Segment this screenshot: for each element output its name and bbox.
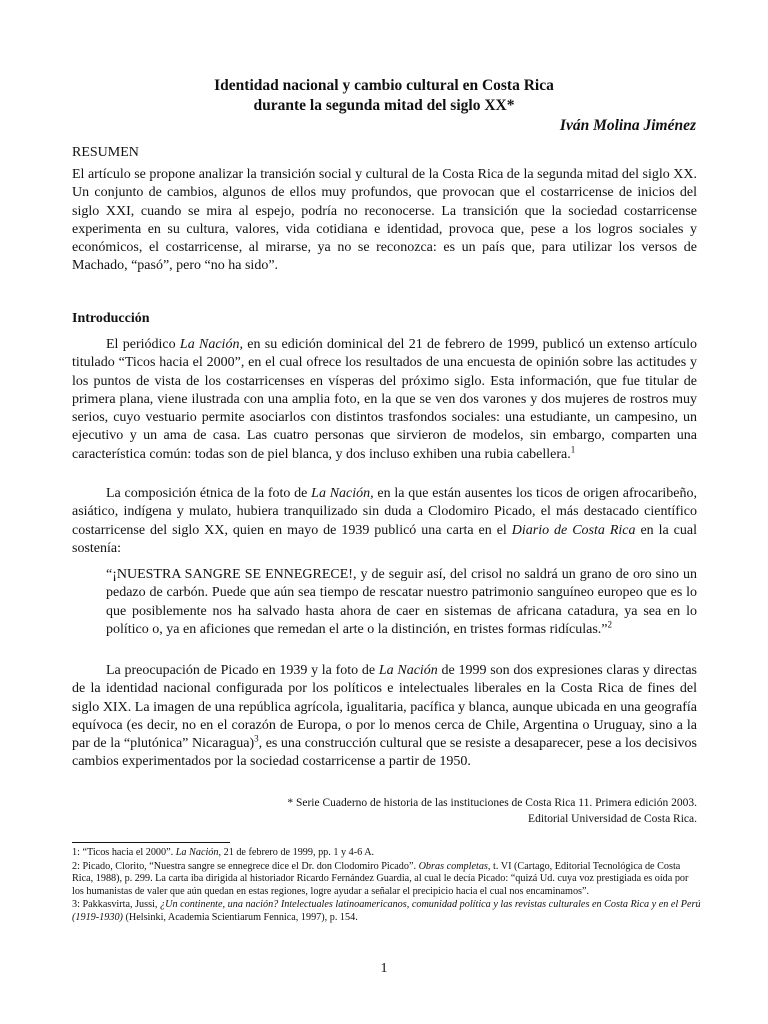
- page-number: 1: [380, 961, 388, 976]
- footnote-divider: [72, 842, 230, 843]
- newspaper-name: La Nación,: [311, 486, 374, 501]
- abstract-paragraph: El artículo se propone analizar la transición social y cultural de la Costa Rica de la segunda mitad del siglo XX. Un conjunto de cambios, algunos de ellos muy profundos, que provocan que el costarricense de inicios del siglo XXI, cuando se mira al espejo, podría no reconocerse. La transición que la sociedad costarricense experimenta en su cultura, valores, vida cotidiana e identidad, provoca que, pese a los logros sociales y económicos, el costarricense, al mirarse, ya no se reconozca: es un país que, para utilizar los versos de Machado, “pasó”, pero “no ha sido”.: [72, 167, 697, 274]
- block-quote: “¡NUESTRA SANGRE SE ENNEGRECE!, y de seguir así, del crisol no saldrá un grano de oro sino un pedazo de carbón. Puede que aún sea tiempo de rescatar nuestro patrimonio sanguíneo europeo que es lo que posiblemente nos ha salvado hasta ahora de caer en sistemas de africana catadura, ya sea en lo político o, ya en aficiones que remedan el arte o la distinción, en tristes formas ridículas.”$^2$: [106, 567, 697, 637]
- footnote-ref-2[interactable]: 2: [607, 619, 612, 630]
- intro-paragraph-2: La composición étnica de la foto de La Nación, en la que están ausentes los ticos de origen afrocaribeño, asiático, indígena y mulato, hubiera tranquilizado sin duda a Clodomiro Picado, el más destacado científico costarricense del siglo XX, quien en mayo de 1939 publicó una carta en el Diario de Costa Rica en la cual sostenía:: [72, 486, 697, 556]
- section-heading-introduccion: Introducción: [72, 311, 150, 326]
- author-name: Iván Molina Jiménez: [559, 117, 696, 134]
- newspaper-name: La Nación: [378, 663, 438, 678]
- footnote-ref-1[interactable]: 1: [570, 444, 576, 455]
- series-note-line-1: * Serie Cuaderno de historia de las instituciones de Costa Rica 11. Primera edición 2003.: [287, 797, 697, 809]
- newspaper-name: La Nación,: [179, 337, 243, 352]
- title-line-2: durante la segunda mitad del siglo XX*: [253, 97, 515, 114]
- footnotes: [72, 847, 702, 926]
- footnote-3: 3: Pakkasvirta, Jussi, ¿Un continente, una nación? Intelectuales latinoamericanos, comunidad política y las revistas culturales en Costa Rica y en el Perú (1919-1930) (Helsinki, Academia Scientiarum Fennica, 1997), p. 154.: [72, 899, 701, 923]
- intro-paragraph-1: El periódico La Nación, en su edición dominical del 21 de febrero de 1999, publicó un extenso artículo titulado “Ticos hacia el 2000”, en el cual ofrece los resultados de una encuesta de opinión sobre las actitudes y los puntos de vista de los costarricenses en vísperas del próximo siglo. Esta información, que fue titular de primera plana, viene ilustrada con una amplia foto, en la que se ven dos varones y dos mujeres de rostros muy serios, cuyo vestuario permite asociarlos con distintos trasfondos sociales: una estudiante, un campesino, un ejecutivo y un ama de casa. Las cuatro personas que sirvieron de modelos, sin embargo, comparten una característica común: todas son de piel blanca, y dos incluso exhiben una rubia cabellera.$^1$: [72, 337, 697, 462]
- title-line-1: Identidad nacional y cambio cultural en Costa Rica: [214, 77, 554, 94]
- footnote-1: 1: “Ticos hacia el 2000”. La Nación, 21 de febrero de 1999, pp. 1 y 4-6 A.: [72, 847, 375, 858]
- footnote-2: 2: Picado, Clorito, “Nuestra sangre se ennegrece dice el Dr. don Clodomiro Picado”. Obras completas, t. VI (Cartago, Editorial Tecnológica de Costa Rica, 1988), p. 299. La carta iba dirigida al historiador Ricardo Fernández Guardia, al cual le decía Picado: “quizá Ud. cuya voz prestigiada es oída por los humanistas de valer que aún quedan en estas regiones, logre ayudar a señalar el precipicio hacia el cual nos encaminamos”.: [72, 860, 689, 897]
- series-note: [197, 796, 697, 827]
- footnote-ref-3[interactable]: 3: [254, 733, 259, 744]
- newspaper-name: Diario de Costa Rica: [511, 522, 636, 538]
- document-title: [0, 76, 768, 116]
- abstract-text: [72, 166, 697, 276]
- abstract-heading: RESUMEN: [72, 145, 139, 160]
- intro-paragraph-3: La preocupación de Picado en 1939 y la foto de La Nación de 1999 son dos expresiones claras y directas de la identidad nacional configurada por los políticos e intelectuales liberales en la Costa Rica de fines del siglo XIX. La imagen de una república agrícola, igualitaria, pacífica y blanca, aunque ubicada en una geografía equívoca (es decir, no en el corazón de Europa, o por lo menos cerca de Chile, Argentina o Uruguay, sino a la par de la “plutónica” Nicaragua)$^3$, es una construcción cultural que se resiste a desaparecer, pese a los decisivos cambios experimentados por la sociedad costarricense a partir de 1950.: [72, 663, 698, 770]
- series-note-line-2: Editorial Universidad de Costa Rica.: [528, 812, 697, 825]
